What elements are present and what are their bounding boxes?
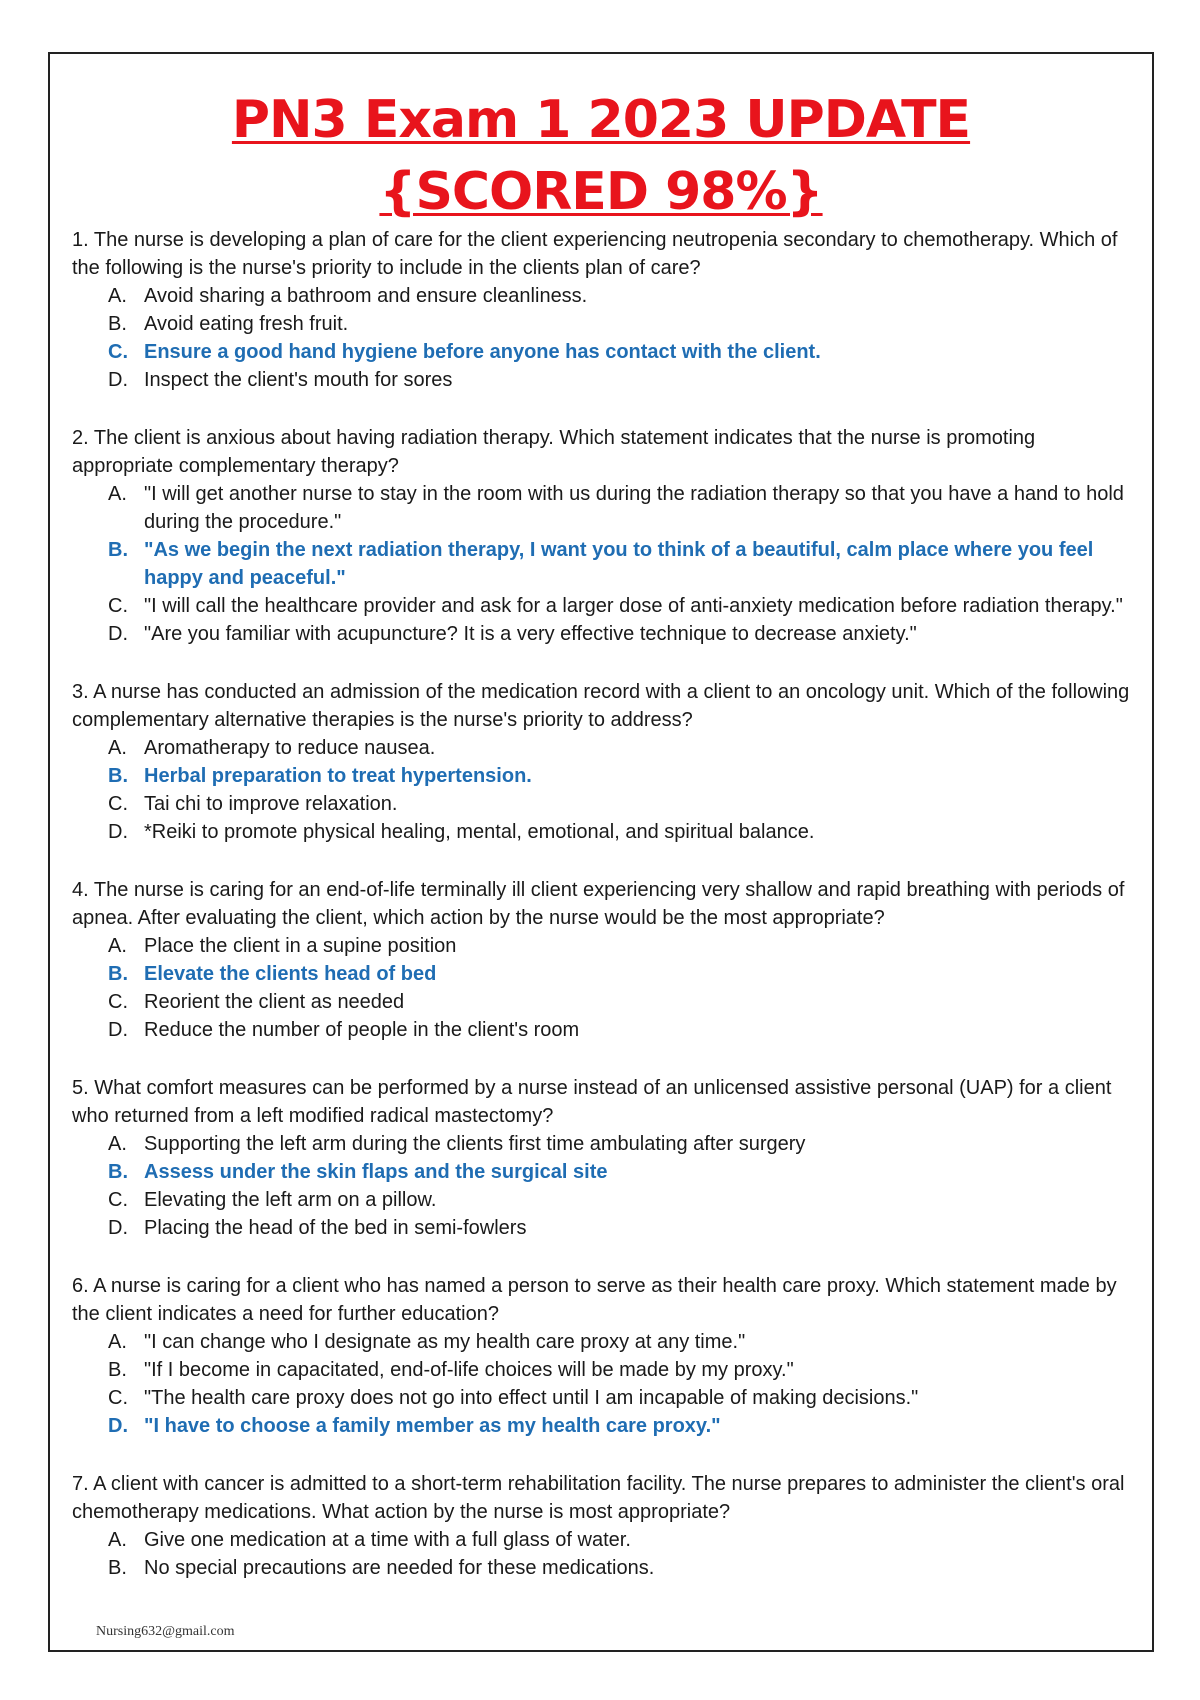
answer-option (108, 1328, 1138, 1356)
option-text: Assess under the skin flaps and the surgical site (144, 1161, 608, 1183)
question-item (72, 1074, 1138, 1242)
option-letter: B. (108, 539, 128, 561)
option-text: Aromatherapy to reduce nausea. (144, 737, 436, 759)
option-text: "I have to choose a family member as my health care proxy." (144, 1415, 721, 1437)
answer-option (108, 818, 1138, 846)
answer-option (108, 932, 1138, 960)
option-text: Give one medication at a time with a full glass of water. (144, 1529, 631, 1551)
question-list (72, 226, 1138, 1612)
option-text: "As we begin the next radiation therapy, I want you to think of a beautiful, calm place where you feel happy and peaceful." (144, 539, 1094, 589)
option-letter: C. (108, 1387, 128, 1409)
option-letter: A. (108, 1529, 127, 1551)
question-stem: 3. A nurse has conducted an admission of the medication record with a client to an oncology unit. Which of the following complementary alternative therapies is the nurse's priority to address? (72, 681, 1130, 731)
option-text: Elevating the left arm on a pillow. (144, 1189, 437, 1211)
answer-option (108, 734, 1138, 762)
answer-options (72, 1328, 1138, 1440)
question-stem: 6. A nurse is caring for a client who has named a person to serve as their health care proxy. Which statement made by the client indicates a need for further education? (72, 1275, 1117, 1325)
answer-option-correct (108, 536, 1138, 592)
option-text: "Are you familiar with acupuncture? It is a very effective technique to decrease anxiety." (144, 623, 917, 645)
answer-option (108, 592, 1138, 620)
option-letter: A. (108, 1331, 127, 1353)
option-letter: C. (108, 341, 128, 363)
option-text: Herbal preparation to treat hypertension. (144, 765, 532, 787)
option-text: Reduce the number of people in the client's room (144, 1019, 580, 1041)
answer-options (72, 932, 1138, 1044)
answer-options (72, 1526, 1138, 1582)
title-line-1: PN3 Exam 1 2023 UPDATE (231, 90, 971, 150)
option-letter: B. (108, 1557, 127, 1579)
option-letter: C. (108, 1189, 128, 1211)
option-letter: C. (108, 991, 128, 1013)
option-letter: A. (108, 285, 127, 307)
option-letter: A. (108, 1133, 127, 1155)
question-stem: 2. The client is anxious about having radiation therapy. Which statement indicates that the nurse is promoting appropriate complementary therapy? (72, 427, 1036, 477)
option-letter: A. (108, 935, 127, 957)
answer-option-correct (108, 1158, 1138, 1186)
option-text: Reorient the client as needed (144, 991, 405, 1013)
option-text: "I will get another nurse to stay in the room with us during the radiation therapy so that you have a hand to hold during the procedure." (144, 483, 1124, 533)
answer-option (108, 1130, 1138, 1158)
answer-option (108, 1526, 1138, 1554)
question-stem: 4. The nurse is caring for an end-of-life terminally ill client experiencing very shallow and rapid breathing with periods of apnea. After evaluating the client, which action by the nurse would be the most appropriate? (72, 879, 1125, 929)
document-title (50, 84, 1152, 228)
answer-option-correct (108, 338, 1138, 366)
answer-option (108, 1186, 1138, 1214)
answer-options (72, 480, 1138, 648)
option-text: "I will call the healthcare provider and ask for a larger dose of anti-anxiety medication before radiation therapy." (144, 595, 1123, 617)
question-item (72, 678, 1138, 846)
option-letter: C. (108, 793, 128, 815)
option-letter: D. (108, 821, 128, 843)
document-page (48, 52, 1154, 1652)
answer-option (108, 1554, 1138, 1582)
option-letter: A. (108, 737, 127, 759)
option-text: Elevate the clients head of bed (144, 963, 437, 985)
option-letter: D. (108, 1019, 128, 1041)
question-item (72, 424, 1138, 648)
option-letter: B. (108, 765, 128, 787)
answer-option (108, 1356, 1138, 1384)
question-stem: 1. The nurse is developing a plan of care for the client experiencing neutropenia secondary to chemotherapy. Which of the following is the nurse's priority to include in the clients plan of care? (72, 229, 1118, 279)
question-item (72, 1272, 1138, 1440)
answer-option-correct (108, 762, 1138, 790)
option-text: *Reiki to promote physical healing, mental, emotional, and spiritual balance. (144, 821, 815, 843)
option-text: Avoid eating fresh fruit. (144, 313, 349, 335)
answer-option-correct (108, 960, 1138, 988)
option-text: Tai chi to improve relaxation. (144, 793, 398, 815)
option-letter: A. (108, 483, 127, 505)
answer-option (108, 1384, 1138, 1412)
answer-option (108, 1016, 1138, 1044)
option-text: "The health care proxy does not go into effect until I am incapable of making decisions." (144, 1387, 919, 1409)
option-text: Supporting the left arm during the clients first time ambulating after surgery (144, 1133, 806, 1155)
answer-option-correct (108, 1412, 1138, 1440)
option-letter: C. (108, 595, 128, 617)
footer-email: Nursing632@gmail.com (96, 1624, 235, 1639)
answer-options (72, 282, 1138, 394)
question-item (72, 876, 1138, 1044)
question-item (72, 226, 1138, 394)
option-text: Avoid sharing a bathroom and ensure cleanliness. (144, 285, 588, 307)
answer-option (108, 366, 1138, 394)
title-line-2: {SCORED 98%} (379, 162, 823, 222)
option-text: "If I become in capacitated, end-of-life choices will be made by my proxy." (144, 1359, 794, 1381)
answer-option (108, 282, 1138, 310)
answer-option (108, 310, 1138, 338)
option-text: "I can change who I designate as my health care proxy at any time." (144, 1331, 746, 1353)
answer-options (72, 734, 1138, 846)
answer-option (108, 790, 1138, 818)
option-letter: D. (108, 369, 128, 391)
option-text: No special precautions are needed for these medications. (144, 1557, 655, 1579)
answer-option (108, 480, 1138, 536)
option-letter: B. (108, 1161, 128, 1183)
answer-option (108, 1214, 1138, 1242)
question-item (72, 1470, 1138, 1582)
option-text: Ensure a good hand hygiene before anyone has contact with the client. (144, 341, 821, 363)
option-text: Place the client in a supine position (144, 935, 457, 957)
answer-options (72, 1130, 1138, 1242)
option-letter: B. (108, 963, 128, 985)
option-letter: D. (108, 1415, 128, 1437)
option-text: Inspect the client's mouth for sores (144, 369, 453, 391)
option-letter: B. (108, 1359, 127, 1381)
answer-option (108, 620, 1138, 648)
option-letter: B. (108, 313, 127, 335)
question-stem: 5. What comfort measures can be performed by a nurse instead of an unlicensed assistive personal (UAP) for a client who returned from a left modified radical mastectomy? (72, 1077, 1112, 1127)
answer-option (108, 988, 1138, 1016)
option-letter: D. (108, 1217, 128, 1239)
question-stem: 7. A client with cancer is admitted to a short-term rehabilitation facility. The nurse prepares to administer the client's oral chemotherapy medications. What action by the nurse is most appropriate? (72, 1473, 1125, 1523)
option-letter: D. (108, 623, 128, 645)
option-text: Placing the head of the bed in semi-fowlers (144, 1217, 527, 1239)
